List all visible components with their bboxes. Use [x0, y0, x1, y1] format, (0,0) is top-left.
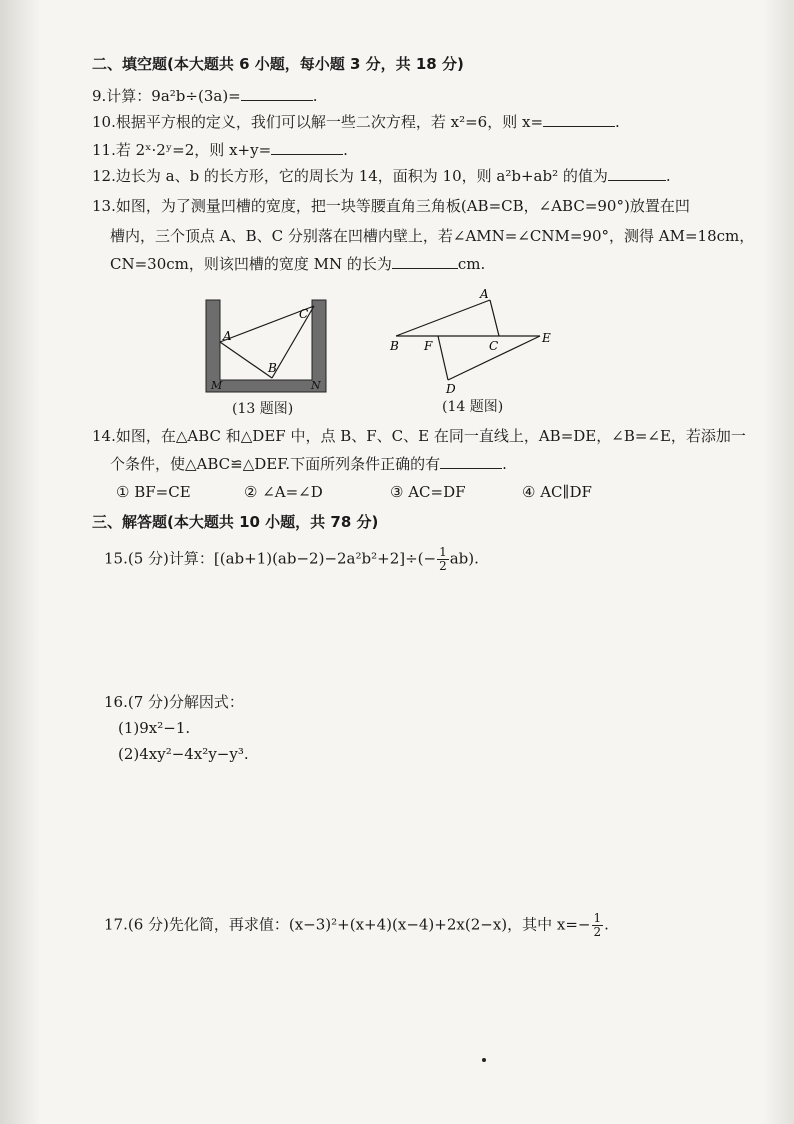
unit-cm: cm.: [457, 255, 486, 273]
question-12: 12.边长为 a、b 的长方形，它的周长为 14，面积为 10，则 a²b+ab² 的值为 .: [92, 167, 671, 185]
option-3: ③ AC=DF: [390, 483, 466, 501]
question-10-text: 10.根据平方根的定义，我们可以解一些二次方程，若 x²=6，则 x=: [92, 113, 544, 131]
answer-blank-12[interactable]: [608, 166, 666, 181]
label-D: D: [446, 382, 456, 396]
question-11: 11.若 2ˣ·2ʸ=2，则 x+y= .: [92, 141, 348, 159]
question-14-line1: 14.如图，在△ABC 和△DEF 中，点 B、F、C、E 在同一直线上，AB=DE，∠B=∠E，若添加一: [92, 427, 746, 445]
question-15: [104, 546, 479, 573]
label-A: A: [223, 329, 232, 343]
label-F: F: [424, 339, 433, 353]
label-M: M: [211, 379, 223, 392]
scan-shadow-right: [764, 0, 794, 1124]
question-17-tail: .: [604, 915, 609, 934]
figure-14-triangles: [386, 284, 558, 398]
question-16-part2: (2)4xy²−4x²y−y³.: [118, 745, 249, 763]
answer-blank-14[interactable]: [440, 454, 502, 469]
option-1: ① BF=CE: [116, 483, 191, 501]
label-B: B: [390, 339, 399, 353]
scan-speck: [482, 1058, 486, 1062]
question-17: [104, 912, 609, 939]
figure-13-caption: (13 题图): [232, 401, 294, 417]
label-C: C: [489, 339, 499, 353]
figure-14-caption: (14 题图): [442, 399, 504, 415]
label-B: B: [268, 361, 277, 375]
question-9: 9.计算：9a²b÷(3a)= .: [92, 87, 318, 105]
question-16-title: 16.(7 分)分解因式：: [104, 693, 244, 711]
fraction-numerator: 1: [593, 911, 602, 925]
option-2: ② ∠A=∠D: [244, 483, 323, 501]
question-15-text: 15.(5 分)计算：[(ab+1)(ab−2)−2a²b²+2]÷(−: [104, 549, 437, 568]
question-10: 10.根据平方根的定义，我们可以解一些二次方程，若 x²=6，则 x= .: [92, 113, 620, 131]
answer-blank-13[interactable]: [392, 254, 458, 269]
option-4: ④ AC∥DF: [522, 483, 592, 501]
question-13-line2: 槽内，三个顶点 A、B、C 分别落在凹槽内壁上，若∠AMN=∠CNM=90°，测得 AM=18cm，: [110, 227, 755, 245]
answer-blank-11[interactable]: [271, 140, 343, 155]
section-3-title: 三、解答题(本大题共 10 小题，共 78 分): [92, 513, 379, 531]
fraction-half: [592, 912, 604, 939]
question-11-text: 11.若 2ˣ·2ʸ=2，则 x+y=: [92, 141, 272, 159]
question-14-line2: [110, 454, 507, 474]
question-13-line3: [110, 254, 485, 274]
answer-blank-10[interactable]: [543, 112, 615, 127]
fraction-denominator: 2: [593, 925, 602, 939]
fraction-numerator: 1: [439, 545, 447, 559]
line-FD: [438, 336, 448, 380]
line-BA: [396, 300, 490, 336]
figure-13-groove: [198, 292, 338, 394]
question-13-line1: 13.如图，为了测量凹槽的宽度，把一块等腰直角三角板(AB=CB，∠ABC=90°)放置在凹: [92, 197, 690, 215]
question-9-text: 9.计算：9a²b÷(3a)=: [92, 87, 241, 105]
question-17-text: 17.(6 分)先化简，再求值：(x−3)²+(x+4)(x−4)+2x(2−x)，其中 x=−: [104, 915, 591, 934]
scan-shadow-left: [0, 0, 40, 1124]
answer-blank-9[interactable]: [241, 86, 313, 101]
question-14-line2-text: 个条件，使△ABC≌△DEF.下面所列条件正确的有: [110, 455, 441, 473]
question-13-line3-text: CN=30cm，则该凹槽的宽度 MN 的长为: [110, 255, 392, 273]
question-15-tail: ab).: [449, 549, 479, 568]
fraction-denominator: 2: [439, 559, 447, 573]
line-AB: [220, 342, 272, 378]
label-A: A: [480, 287, 489, 301]
label-N: N: [311, 379, 321, 392]
label-E: E: [542, 331, 551, 345]
label-C: C: [299, 307, 309, 321]
section-2-title: 二、填空题(本大题共 6 小题，每小题 3 分，共 18 分): [92, 55, 464, 73]
question-12-text: 12.边长为 a、b 的长方形，它的周长为 14，面积为 10，则 a²b+ab² 的值为: [92, 167, 608, 185]
question-16-part1: (1)9x²−1.: [118, 719, 191, 737]
fraction-half: [437, 546, 449, 573]
question-14-period: .: [502, 455, 507, 473]
line-AC: [490, 300, 499, 336]
